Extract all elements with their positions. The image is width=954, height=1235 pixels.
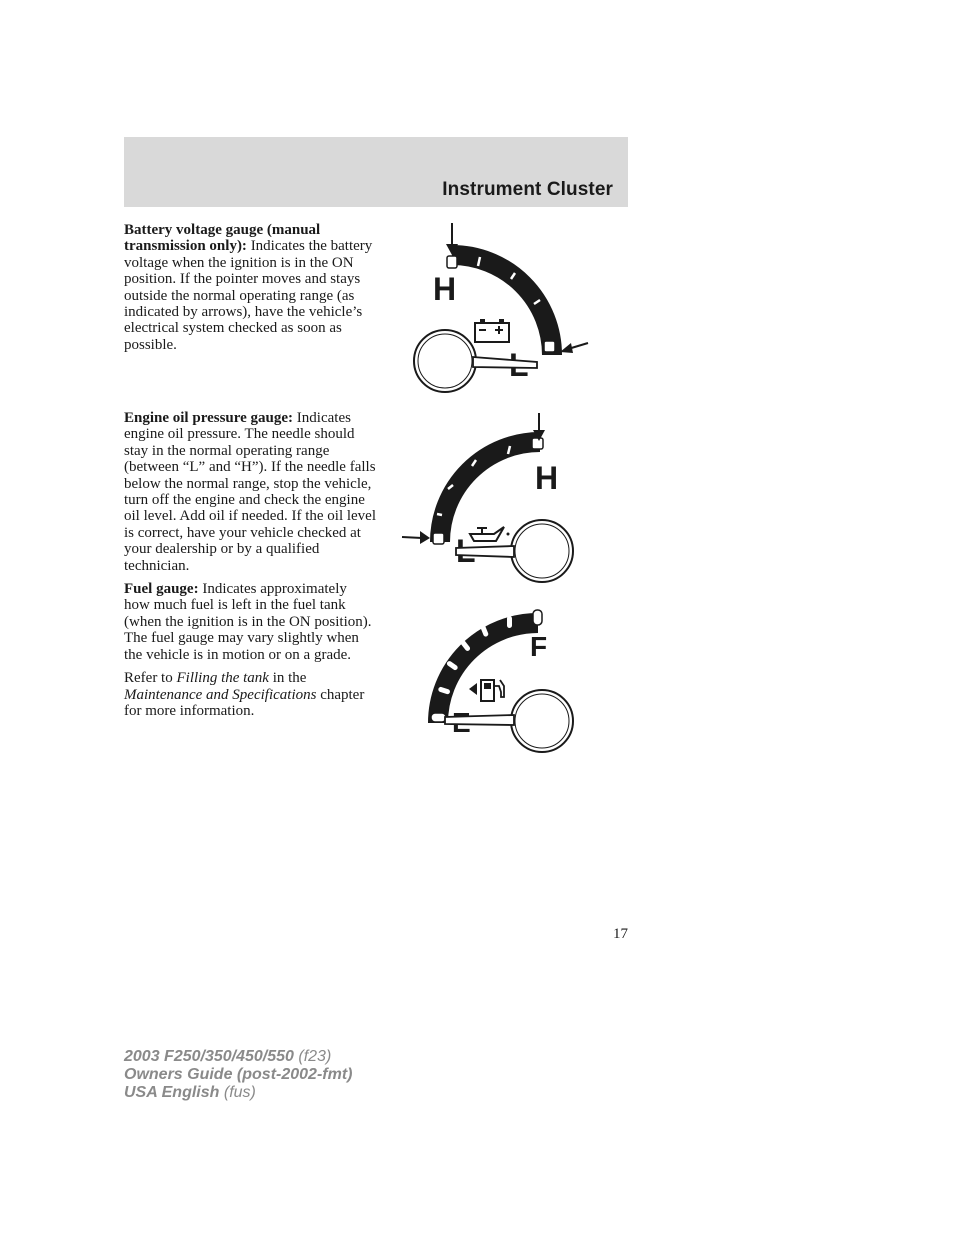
fuel-empty-marker [431,713,446,722]
oil-gauge-hub [456,520,573,582]
battery-body: Indicates the battery voltage when the ignition is in the ON position. If the pointer moves and stays outside the normal operating range (as indicated by arrows), have the vehicle’s electrical system checked as soon as possible. [124,238,373,353]
fuel-heading: Fuel gauge: [124,581,199,598]
refer-prefix: Refer to [124,670,177,687]
fuel-gauge-illustration [420,600,590,760]
footer-line-2 [124,1066,352,1084]
battery-low-marker [544,341,555,352]
oil-section [124,410,376,726]
battery-heading: Battery voltage gauge (manual transmission only): [124,222,321,255]
fuel-paragraph [124,581,376,663]
page-number: 17 [613,926,628,942]
battery-paragraph [124,222,376,353]
refer-link-filling: Filling the tank [176,670,269,687]
battery-icon [475,319,509,342]
document-footer [124,1048,352,1102]
refer-suffix: chapter for more information. [124,686,365,719]
oil-body: Indicates engine oil pressure. The needle should stay in the normal operating range (between “L” and “H”). If the needle falls below the normal range, stop the vehicle, turn off the engine and check the engine oil level. Add oil if needed. If the oil level is correct, have your vehicle checked at your dealership or by a qualified technician. [124,410,377,574]
footer-model: 2003 F250/350/450/550 [124,1048,294,1065]
page-title: Instrument Cluster [442,179,613,200]
fuel-pump-icon [469,680,504,701]
refer-link-maintenance: Maintenance and Specifications [124,686,317,703]
header-band [124,137,628,207]
oil-paragraph [124,410,376,574]
battery-high-label: H [433,271,457,307]
refer-middle: in the [268,670,307,687]
oil-can-icon [470,527,510,541]
footer-line-1 [124,1048,352,1066]
footer-guide: Owners Guide (post-2002-fmt) [124,1066,353,1083]
fuel-full-marker [533,610,542,625]
oil-gauge-illustration [398,410,598,590]
battery-high-marker [447,256,457,268]
fuel-gauge-hub [445,690,573,752]
refer-paragraph [124,670,376,719]
battery-section [124,222,376,360]
footer-language: USA English [124,1084,220,1101]
fuel-body: Indicates approximately how much fuel is left in the fuel tank (when the ignition is in the ON position). The fuel gauge may vary slightly when the vehicle is in motion or on a grade. [124,581,372,663]
fuel-full-label: F [530,631,548,662]
oil-low-marker [433,533,444,544]
oil-heading: Engine oil pressure gauge: [124,410,294,426]
oil-low-arrow [402,537,422,538]
footer-model-code: (f23) [293,1048,332,1065]
oil-high-label: H [535,460,559,496]
footer-language-code: (fus) [219,1084,256,1101]
oil-high-marker [532,438,543,449]
footer-line-3 [124,1084,352,1102]
battery-gauge-illustration [405,220,605,400]
